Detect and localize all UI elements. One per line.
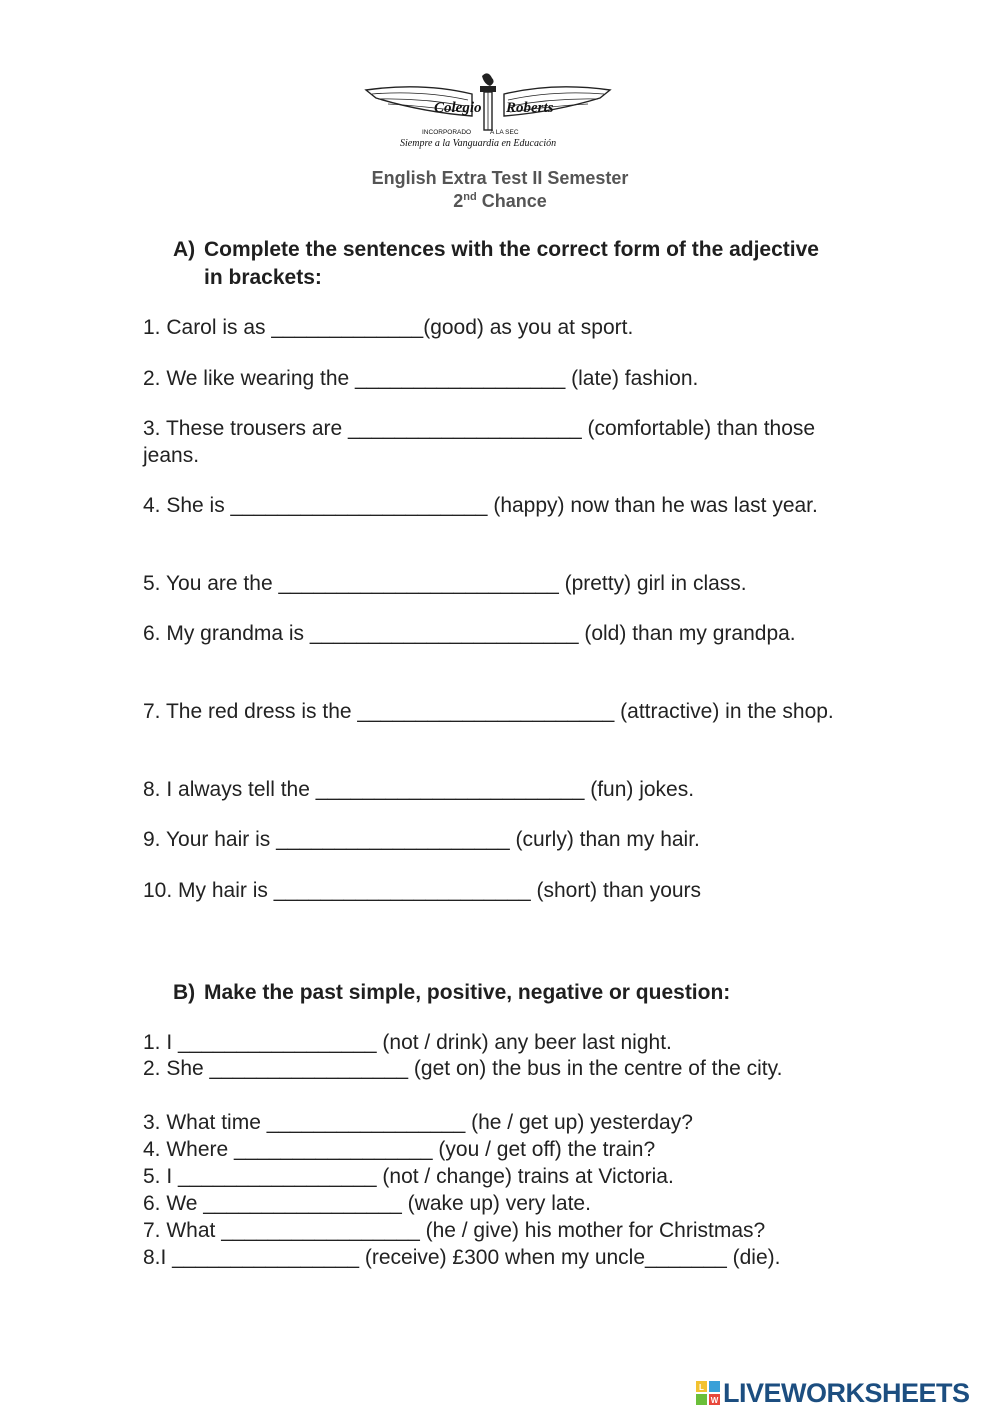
section-b-item: 2. She _________________ (get on) the bus in the centre of the city. xyxy=(143,1057,783,1080)
section-a-item: 10. My hair is ______________________ (short) than yours xyxy=(143,879,702,902)
mark-letter-l: L xyxy=(699,1383,704,1392)
logo-motto: Siempre a la Vanguardia en Educación xyxy=(400,138,557,149)
section-b-heading xyxy=(173,979,823,1007)
section-a-instruction: Complete the sentences with the correct form of the adjective in brackets: xyxy=(204,238,819,289)
subtitle-word: Chance xyxy=(481,191,547,211)
section-a-item: 9. Your hair is ____________________ (curly) than my hair. xyxy=(143,828,700,851)
winged-torch-icon xyxy=(362,72,614,156)
logo-incorporado: INCORPORADO xyxy=(422,129,472,136)
section-b-letter: B) xyxy=(173,981,196,1004)
section-a-item: 6. My grandma is _______________________ (old) than my grandpa. xyxy=(143,622,796,645)
section-b-item: 8.I ________________ (receive) £300 when my uncle_______ (die). xyxy=(143,1246,781,1269)
section-b-instruction: Make the past simple, positive, negative or question: xyxy=(204,981,731,1004)
section-a-item: 5. You are the ________________________ (pretty) girl in class. xyxy=(143,572,747,595)
logo-sec: A LA SEC xyxy=(490,129,519,136)
section-b-item: 7. What _________________ (he / give) his mother for Christmas? xyxy=(143,1219,766,1242)
section-b-item: 6. We _________________ (wake up) very late. xyxy=(143,1192,591,1215)
logo-name-left: Colegio xyxy=(434,100,482,116)
section-b-item: 1. I _________________ (not / drink) any beer last night. xyxy=(143,1031,672,1054)
mark-letter-w: W xyxy=(710,1396,719,1405)
section-a-item: 3. These trousers are ____________________ (comfortable) than those jeans. xyxy=(143,417,816,467)
page-title: English Extra Test II Semester xyxy=(371,168,629,188)
section-a-item: 2. We like wearing the __________________ (late) fashion. xyxy=(143,367,699,390)
subtitle-number: 2 xyxy=(453,191,464,211)
section-a-item: 7. The red dress is the ______________________ (attractive) in the shop. xyxy=(143,700,834,723)
section-a-heading xyxy=(173,236,823,292)
liveworksheets-brand: LIVEWORKSHEETS xyxy=(723,1378,970,1408)
liveworksheets-logo xyxy=(696,1378,996,1408)
school-logo xyxy=(362,72,614,156)
section-a-item: 8. I always tell the _______________________ (fun) jokes. xyxy=(143,778,695,801)
page-subtitle xyxy=(0,191,1000,212)
section-a-item: 4. She is ______________________ (happy) now than he was last year. xyxy=(143,494,818,517)
section-a-item: 1. Carol is as _____________(good) as you at sport. xyxy=(143,316,634,339)
section-b-item: 5. I _________________ (not / change) trains at Victoria. xyxy=(143,1165,674,1188)
liveworksheets-mark-icon xyxy=(696,1381,720,1405)
section-b-item: 4. Where _________________ (you / get off) the train? xyxy=(143,1138,656,1161)
section-b-item: 3. What time _________________ (he / get up) yesterday? xyxy=(143,1111,693,1134)
subtitle-ordinal: nd xyxy=(463,191,477,203)
section-a-letter: A) xyxy=(173,238,196,261)
logo-name-right: Roberts xyxy=(506,100,554,116)
